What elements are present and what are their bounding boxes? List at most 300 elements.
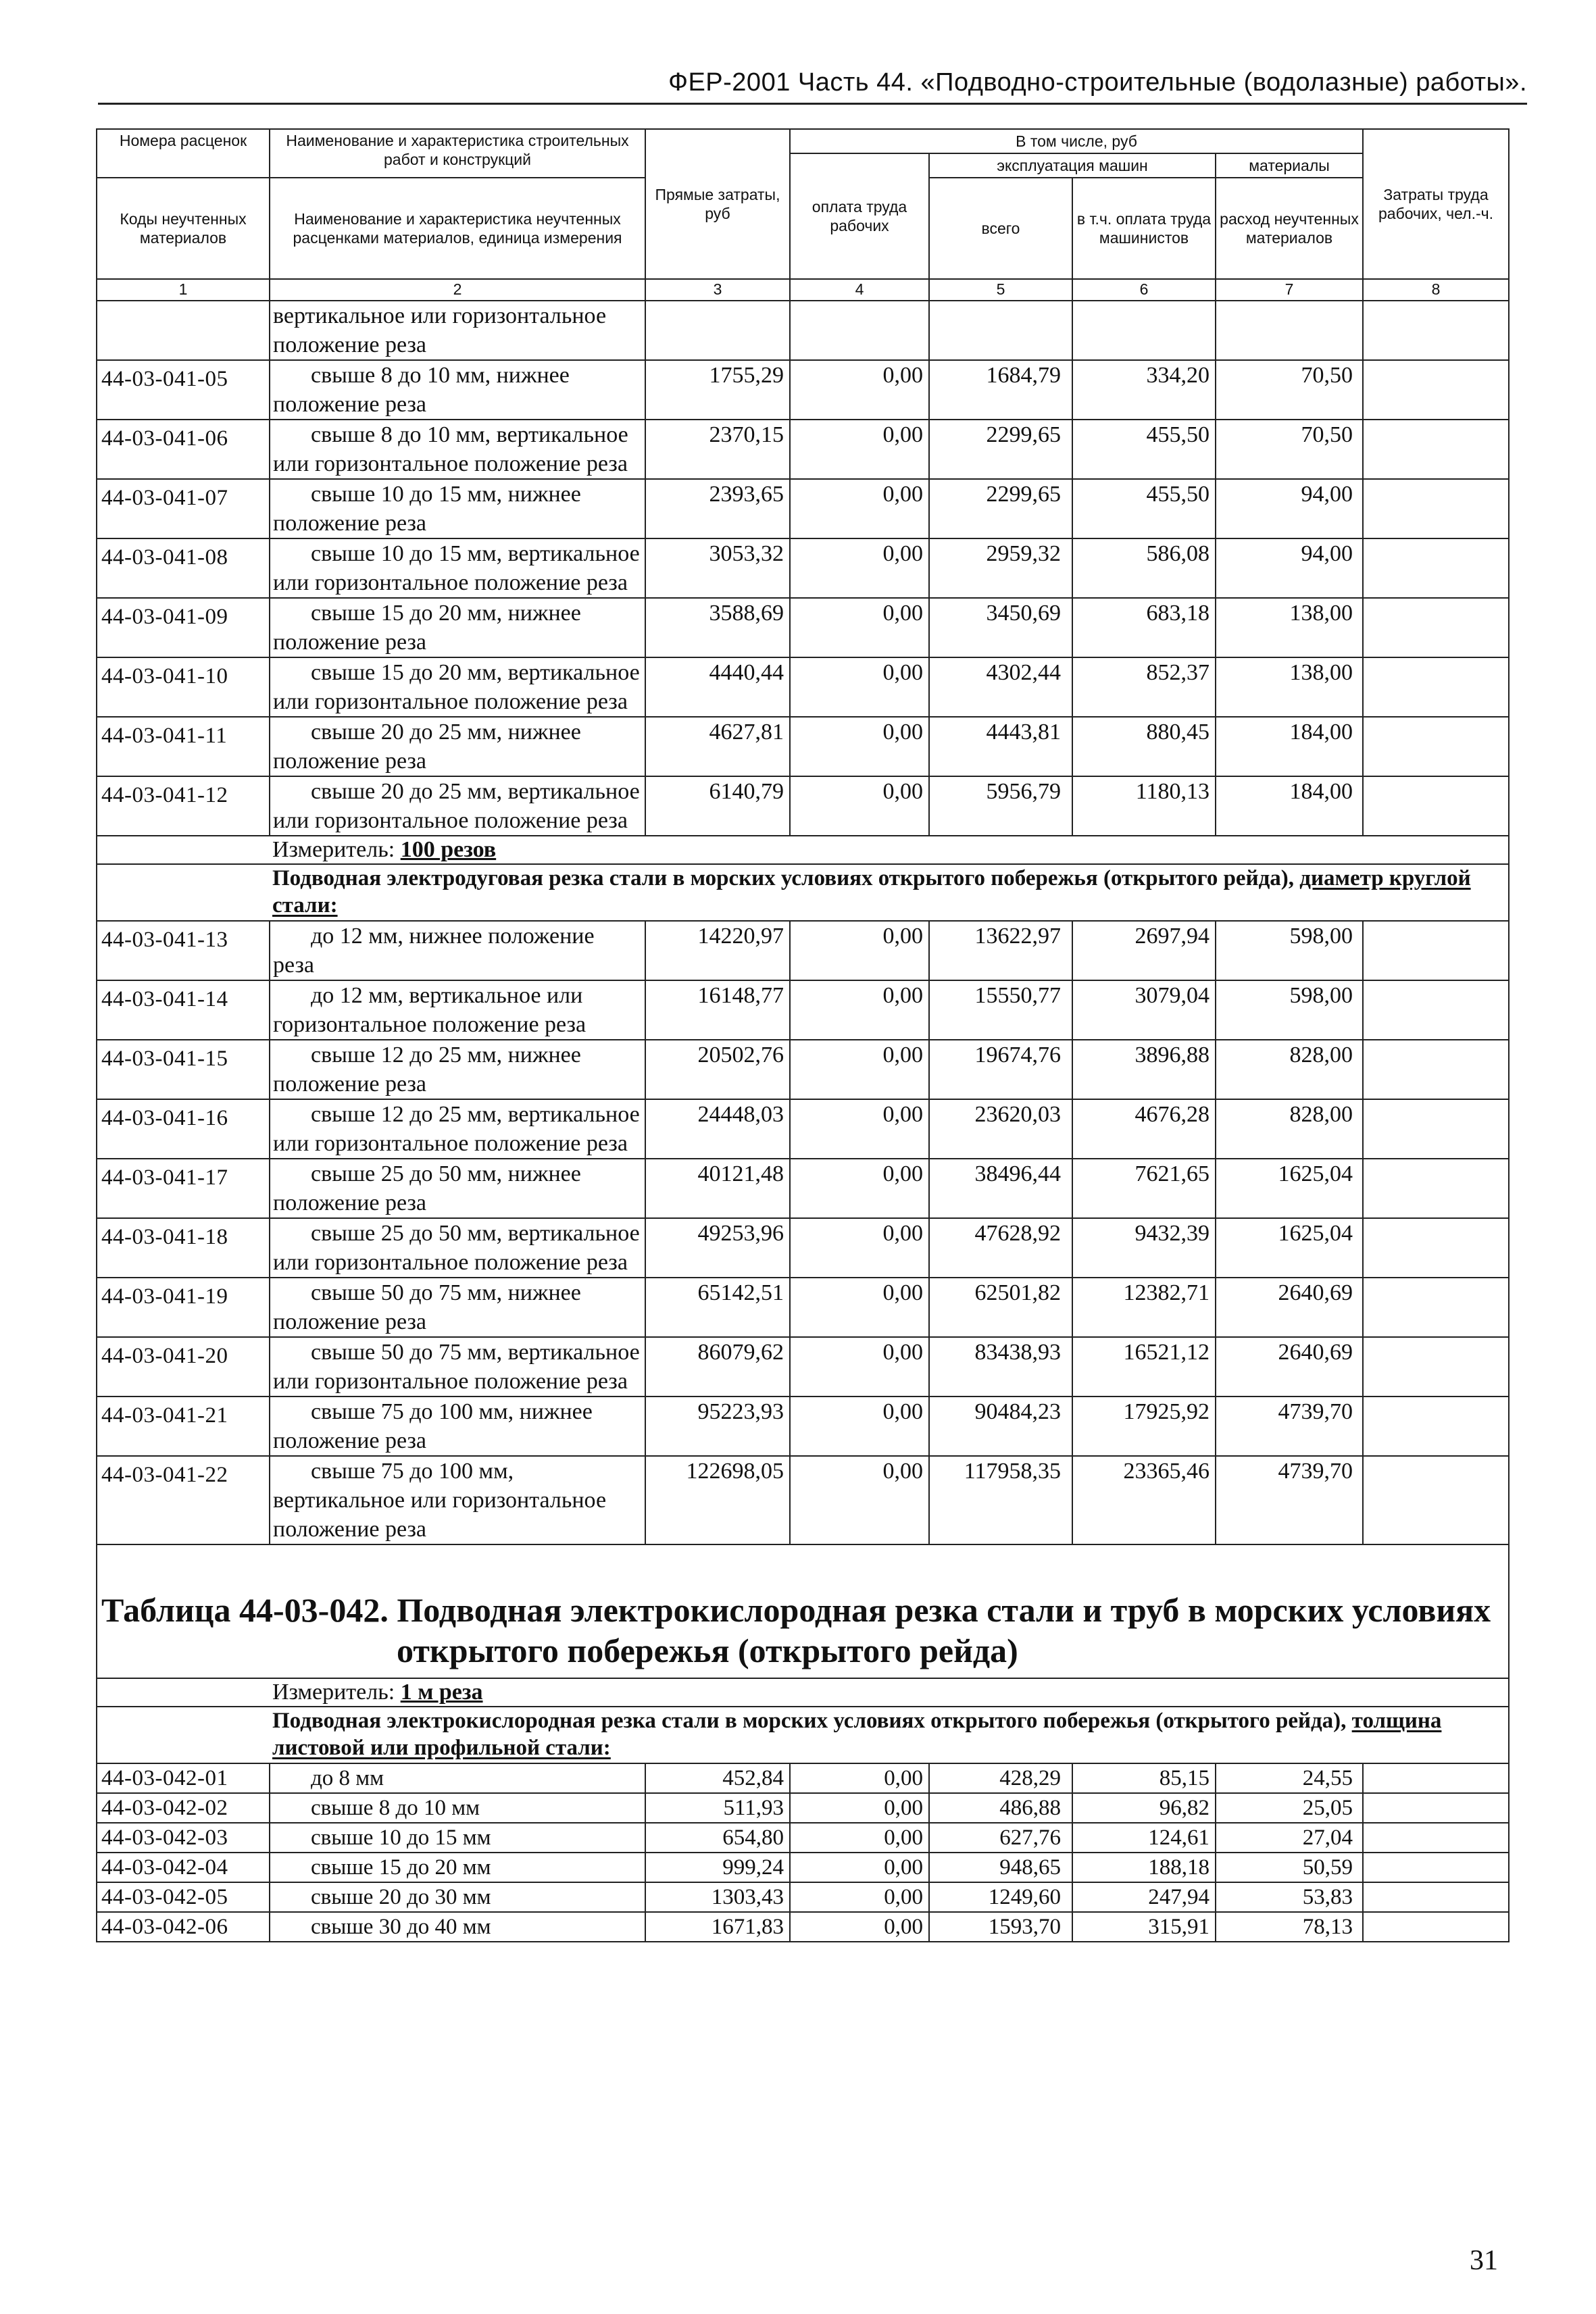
labor-costs-value [1363,1278,1509,1337]
page-header [98,62,1527,105]
labor-costs-value [1363,360,1509,420]
labor-costs-value [1363,598,1509,657]
work-name-lead: свыше 15 до 20 мм, нижнее [311,601,581,626]
direct-costs-value: 1671,83 [645,1912,790,1942]
materials-value: 2640,69 [1216,1337,1363,1397]
wages-value: 0,00 [790,657,929,717]
spacer-row [97,1544,1509,1587]
table-title-row [97,1587,1509,1678]
head-machinists-wages: в т.ч. оплата труда машинистов [1072,178,1216,279]
machinists-wages-value: 9432,39 [1072,1218,1216,1278]
section-heading [270,1707,1509,1763]
labor-costs-value [1363,1099,1509,1159]
wages-value: 0,00 [790,538,929,598]
machines-total-value: 90484,23 [929,1397,1072,1456]
section-row [97,1707,1509,1763]
work-name-lead: свыше 50 до 75 мм, нижнее [311,1280,581,1305]
work-name [270,1823,645,1853]
head-machines: эксплуатация машин [929,153,1216,178]
wages-value: 0,00 [790,1040,929,1099]
materials-value: 4739,70 [1216,1397,1363,1456]
work-name-rest: положение реза [273,1309,427,1334]
head-wages: оплата труда рабочих [790,153,929,279]
table-row [97,1278,1509,1337]
machines-total-value: 5956,79 [929,776,1072,836]
table-row [97,1040,1509,1099]
machinists-wages-value: 683,18 [1072,598,1216,657]
materials-value: 94,00 [1216,479,1363,538]
direct-costs-value: 511,93 [645,1793,790,1823]
direct-costs-value: 24448,03 [645,1099,790,1159]
rate-code: 44-03-041-21 [97,1397,270,1456]
work-name-lead: свыше 15 до 20 мм, [311,660,503,685]
rate-code: 44-03-041-18 [97,1218,270,1278]
materials-value: 94,00 [1216,538,1363,598]
table-row [97,538,1509,598]
table-row [97,717,1509,776]
rate-code: 44-03-041-12 [97,776,270,836]
table-row [97,1337,1509,1397]
labor-costs-value [1363,1853,1509,1882]
work-name [270,538,645,598]
rate-code: 44-03-041-19 [97,1278,270,1337]
head-labor-costs: Затраты труда рабочих, чел.-ч. [1363,129,1509,279]
rate-code: 44-03-041-13 [97,921,270,980]
wages-value: 0,00 [790,360,929,420]
machines-total-value: 23620,03 [929,1099,1072,1159]
rates-table [96,128,1510,1942]
rate-code: 44-03-041-22 [97,1456,270,1544]
work-name-rest: реза [273,953,315,978]
work-name-lead: свыше 75 до 100 мм, [311,1459,514,1484]
header-row-1 [97,129,1509,153]
table-row [97,657,1509,717]
table-row [97,1793,1509,1823]
wages-value: 0,00 [790,1099,929,1159]
work-name [270,1040,645,1099]
wages-value: 0,00 [790,1912,929,1942]
rate-code: 44-03-041-08 [97,538,270,598]
table-row [97,776,1509,836]
work-name-lead: свыше 25 до 50 мм, [311,1221,503,1246]
machines-total-value: 19674,76 [929,1040,1072,1099]
work-name-lead: свыше 10 до 15 мм, [311,541,503,566]
machines-total-value: 627,76 [929,1823,1072,1853]
labor-costs-value [1363,1159,1509,1218]
rate-code: 44-03-041-10 [97,657,270,717]
machinists-wages-value: 586,08 [1072,538,1216,598]
work-name-rest: горизонтальное положение реза [273,1012,587,1037]
work-name [270,598,645,657]
direct-costs-value: 4440,44 [645,657,790,717]
work-name [270,921,645,980]
machines-total-value: 428,29 [929,1763,1072,1793]
work-name-lead: свыше 20 до 25 мм, [311,779,503,804]
machinists-wages-value: 188,18 [1072,1853,1216,1882]
machinists-wages-value: 455,50 [1072,479,1216,538]
work-name-lead: до 12 мм, нижнее положение [311,924,595,949]
machines-total-value: 2959,32 [929,538,1072,598]
work-name-rest: вертикальное или горизонтальное положение реза [273,541,640,595]
machinists-wages-value: 3896,88 [1072,1040,1216,1099]
column-numbers-row [97,279,1509,301]
work-name [270,1763,645,1793]
direct-costs-value: 95223,93 [645,1397,790,1456]
machines-total-value: 38496,44 [929,1159,1072,1218]
materials-value: 828,00 [1216,1040,1363,1099]
rate-code: 44-03-042-05 [97,1882,270,1912]
work-name-rest: положение реза [273,1428,427,1453]
work-name-lead: свыше 12 до 25 мм, [311,1102,503,1127]
head-material-names: Наименование и характеристика неучтенных расценками материалов, единица измерения [270,178,645,279]
machines-total-value: 13622,97 [929,921,1072,980]
direct-costs-value: 20502,76 [645,1040,790,1099]
materials-value: 1625,04 [1216,1159,1363,1218]
rate-code: 44-03-042-04 [97,1853,270,1882]
table-row [97,1397,1509,1456]
work-name-rest: положение реза [273,1072,427,1097]
rate-code: 44-03-042-06 [97,1912,270,1942]
machinists-wages-value: 124,61 [1072,1823,1216,1853]
labor-costs-value [1363,717,1509,776]
wages-value: 0,00 [790,1397,929,1456]
head-including: В том числе, руб [790,129,1363,153]
work-name-rest: положение реза [273,1190,427,1215]
work-name-lead: свыше 50 до 75 мм, [311,1340,503,1365]
materials-value: 27,04 [1216,1823,1363,1853]
machinists-wages-value: 12382,71 [1072,1278,1216,1337]
head-work-name: Наименование и характеристика строительных работ и конструкций [270,129,645,178]
direct-costs-value: 86079,62 [645,1337,790,1397]
work-name-lead: свыше 15 до 20 мм [311,1855,491,1880]
work-name [270,1912,645,1942]
machinists-wages-value: 247,94 [1072,1882,1216,1912]
head-unaccounted-materials: расход неучтенных материалов [1216,178,1363,279]
materials-value: 598,00 [1216,921,1363,980]
work-name-rest: положение реза [273,630,427,655]
table-row [97,1823,1509,1853]
materials-value: 184,00 [1216,776,1363,836]
work-name-rest: вертикальное или горизонтальное положение реза [273,1102,640,1156]
work-name [270,1278,645,1337]
work-name-lead: до 12 мм, вертикальное или [311,983,583,1008]
column-number: 8 [1363,279,1509,301]
direct-costs-value: 999,24 [645,1853,790,1882]
meter-value: 1 м реза [400,1680,483,1705]
column-number: 7 [1216,279,1363,301]
document-title: ФЕР-2001 Часть 44. «Подводно-строительные (водолазные) работы». [668,68,1527,97]
machines-total-value: 83438,93 [929,1337,1072,1397]
rate-code: 44-03-041-05 [97,360,270,420]
work-name [270,1218,645,1278]
machinists-wages-value: 17925,92 [1072,1397,1216,1456]
work-name-lead: свыше 8 до 10 мм [311,1796,480,1820]
machines-total-value: 62501,82 [929,1278,1072,1337]
machines-total-value: 2299,65 [929,420,1072,479]
machinists-wages-value: 1180,13 [1072,776,1216,836]
head-machines-total: всего [929,178,1072,279]
materials-value: 184,00 [1216,717,1363,776]
head-direct-costs: Прямые затраты, руб [645,129,790,279]
machines-total-value: 1684,79 [929,360,1072,420]
rate-code: 44-03-042-02 [97,1793,270,1823]
machinists-wages-value: 23365,46 [1072,1456,1216,1544]
direct-costs-value: 452,84 [645,1763,790,1793]
meter [270,1678,1509,1707]
wages-value: 0,00 [790,1853,929,1882]
labor-costs-value [1363,980,1509,1040]
labor-costs-value [1363,420,1509,479]
wages-value: 0,00 [790,980,929,1040]
machines-total-value: 4302,44 [929,657,1072,717]
column-number: 1 [97,279,270,301]
meter-value: 100 резов [400,837,497,862]
direct-costs-value: 1755,29 [645,360,790,420]
table-row [97,1099,1509,1159]
work-name [270,1099,645,1159]
materials-value: 1625,04 [1216,1218,1363,1278]
rate-code: 44-03-041-14 [97,980,270,1040]
wages-value: 0,00 [790,1793,929,1823]
work-name-rest: положение реза [273,511,427,536]
machines-total-value: 2299,65 [929,479,1072,538]
wages-value: 0,00 [790,1882,929,1912]
machines-total-value: 117958,35 [929,1456,1072,1544]
wages-value: 0,00 [790,717,929,776]
machinists-wages-value: 96,82 [1072,1793,1216,1823]
rate-code: 44-03-041-15 [97,1040,270,1099]
materials-value: 25,05 [1216,1793,1363,1823]
meter-label: Измеритель: [272,837,401,862]
column-number: 4 [790,279,929,301]
work-name [270,1337,645,1397]
direct-costs-value: 14220,97 [645,921,790,980]
work-name-lead: свыше 20 до 30 мм [311,1885,491,1909]
continued-row [97,301,1509,360]
materials-value: 828,00 [1216,1099,1363,1159]
labor-costs-value [1363,1882,1509,1912]
table-row [97,980,1509,1040]
work-name [270,420,645,479]
work-name-lead: свыше 20 до 25 мм, нижнее [311,720,581,745]
labor-costs-value [1363,1823,1509,1853]
labor-costs-value [1363,1793,1509,1823]
machinists-wages-value: 334,20 [1072,360,1216,420]
work-name-rest: вертикальное или горизонтальное положение реза [273,1340,640,1394]
work-name-lead: свыше 75 до 100 мм, нижнее [311,1399,593,1424]
rate-code: 44-03-041-20 [97,1337,270,1397]
work-name-rest: положение реза [273,749,427,774]
section-text: Подводная электрокислородная резка стали в морских условиях открытого побережья (открытого рейда), [272,1709,1352,1733]
direct-costs-value: 65142,51 [645,1278,790,1337]
materials-value: 78,13 [1216,1912,1363,1942]
labor-costs-value [1363,1337,1509,1397]
work-name-lead: свыше 25 до 50 мм, нижнее [311,1161,581,1186]
table-row [97,1912,1509,1942]
meter-row [97,836,1509,864]
work-name [270,657,645,717]
work-name [270,1853,645,1882]
direct-costs-value: 16148,77 [645,980,790,1040]
rate-code: 44-03-042-01 [97,1763,270,1793]
section-heading [270,864,1509,921]
machines-total-value: 1249,60 [929,1882,1072,1912]
column-number: 2 [270,279,645,301]
work-name-lead: свыше 8 до 10 мм, [311,422,491,447]
table-row [97,1456,1509,1544]
materials-value: 50,59 [1216,1853,1363,1882]
rate-code: 44-03-041-11 [97,717,270,776]
work-name-rest: вертикальное или горизонтальное положение реза [273,779,640,833]
wages-value: 0,00 [790,1763,929,1793]
materials-value: 598,00 [1216,980,1363,1040]
work-name [270,717,645,776]
wages-value: 0,00 [790,1337,929,1397]
head-rate-numbers: Номера расценок [97,129,270,178]
direct-costs-value: 40121,48 [645,1159,790,1218]
wages-value: 0,00 [790,776,929,836]
machines-total-value: 486,88 [929,1793,1072,1823]
labor-costs-value [1363,479,1509,538]
machines-total-value: 47628,92 [929,1218,1072,1278]
wages-value: 0,00 [790,1278,929,1337]
machinists-wages-value: 2697,94 [1072,921,1216,980]
direct-costs-value: 2393,65 [645,479,790,538]
table-row [97,479,1509,538]
work-name [270,776,645,836]
labor-costs-value [1363,921,1509,980]
section-text: Подводная электродуговая резка стали в морских условиях открытого побережья (открытого рейда), [272,866,1300,890]
table-row [97,921,1509,980]
rate-code: 44-03-041-16 [97,1099,270,1159]
table-row [97,1763,1509,1793]
table-title-line2: открытого побережья (открытого рейда) [397,1632,1018,1669]
column-number: 3 [645,279,790,301]
labor-costs-value [1363,538,1509,598]
head-material-codes: Коды неучтенных материалов [97,178,270,279]
materials-value: 2640,69 [1216,1278,1363,1337]
direct-costs-value: 3588,69 [645,598,790,657]
direct-costs-value: 6140,79 [645,776,790,836]
table-title-line1: Таблица 44-03-042. Подводная электрокислородная резка стали и труб в морских условиях [101,1591,1491,1629]
table-row [97,1218,1509,1278]
labor-costs-value [1363,1456,1509,1544]
section-text-underlined: толщина листовой или профильной стали: [272,1709,1442,1760]
rate-code: 44-03-042-03 [97,1823,270,1853]
direct-costs-value: 3053,32 [645,538,790,598]
work-name: вертикальное или горизонтальное положение реза [270,301,645,360]
labor-costs-value [1363,1763,1509,1793]
machinists-wages-value: 880,45 [1072,717,1216,776]
table-title [97,1587,1509,1678]
materials-value: 138,00 [1216,598,1363,657]
meter-label: Измеритель: [272,1680,401,1705]
materials-value: 70,50 [1216,360,1363,420]
column-number: 5 [929,279,1072,301]
labor-costs-value [1363,776,1509,836]
wages-value: 0,00 [790,1159,929,1218]
labor-costs-value [1363,1218,1509,1278]
work-name-lead: свыше 10 до 15 мм, нижнее [311,482,581,507]
work-name [270,1882,645,1912]
materials-value: 53,83 [1216,1882,1363,1912]
machinists-wages-value: 315,91 [1072,1912,1216,1942]
labor-costs-value [1363,1912,1509,1942]
table-row [97,1882,1509,1912]
work-name-rest: положение реза [273,392,427,417]
wages-value: 0,00 [790,921,929,980]
machines-total-value: 4443,81 [929,717,1072,776]
rate-code: 44-03-041-09 [97,598,270,657]
machinists-wages-value: 3079,04 [1072,980,1216,1040]
table-row [97,598,1509,657]
page-number: 31 [1470,2245,1498,2276]
labor-costs-value [1363,1397,1509,1456]
materials-value: 24,55 [1216,1763,1363,1793]
direct-costs-value: 654,80 [645,1823,790,1853]
work-name [270,1456,645,1544]
work-name [270,1159,645,1218]
wages-value: 0,00 [790,1218,929,1278]
work-name-rest: вертикальное или горизонтальное положение реза [273,1488,607,1542]
machinists-wages-value: 85,15 [1072,1763,1216,1793]
work-name-lead: свыше 10 до 15 мм [311,1826,491,1850]
wages-value: 0,00 [790,479,929,538]
work-name [270,1793,645,1823]
machines-total-value: 3450,69 [929,598,1072,657]
head-materials: материалы [1216,153,1363,178]
work-name-lead: свыше 8 до 10 мм, нижнее [311,363,570,388]
machinists-wages-value: 4676,28 [1072,1099,1216,1159]
rate-code: 44-03-041-07 [97,479,270,538]
machinists-wages-value: 16521,12 [1072,1337,1216,1397]
machinists-wages-value: 455,50 [1072,420,1216,479]
labor-costs-value [1363,1040,1509,1099]
meter-row [97,1678,1509,1707]
machinists-wages-value: 7621,65 [1072,1159,1216,1218]
table-row [97,1853,1509,1882]
work-name-rest: вертикальное или горизонтальное положение реза [273,1221,640,1275]
direct-costs-value: 49253,96 [645,1218,790,1278]
work-name-lead: до 8 мм [311,1766,384,1790]
table-row [97,360,1509,420]
labor-costs-value [1363,657,1509,717]
column-number: 6 [1072,279,1216,301]
materials-value: 70,50 [1216,420,1363,479]
work-name-lead: свыше 30 до 40 мм [311,1915,491,1939]
rate-code: 44-03-041-17 [97,1159,270,1218]
table-row [97,420,1509,479]
work-name [270,980,645,1040]
direct-costs-value: 2370,15 [645,420,790,479]
wages-value: 0,00 [790,1823,929,1853]
direct-costs-value: 1303,43 [645,1882,790,1912]
machinists-wages-value: 852,37 [1072,657,1216,717]
section-row [97,864,1509,921]
materials-value: 138,00 [1216,657,1363,717]
work-name [270,479,645,538]
work-name [270,360,645,420]
work-name-lead: свыше 12 до 25 мм, нижнее [311,1042,581,1067]
section-text-underlined: диаметр круглой стали: [272,866,1471,917]
rate-code: 44-03-041-06 [97,420,270,479]
machines-total-value: 1593,70 [929,1912,1072,1942]
direct-costs-value: 4627,81 [645,717,790,776]
wages-value: 0,00 [790,420,929,479]
work-name-rest: вертикальное или горизонтальное положение реза [273,422,628,476]
machines-total-value: 15550,77 [929,980,1072,1040]
materials-value: 4739,70 [1216,1456,1363,1544]
